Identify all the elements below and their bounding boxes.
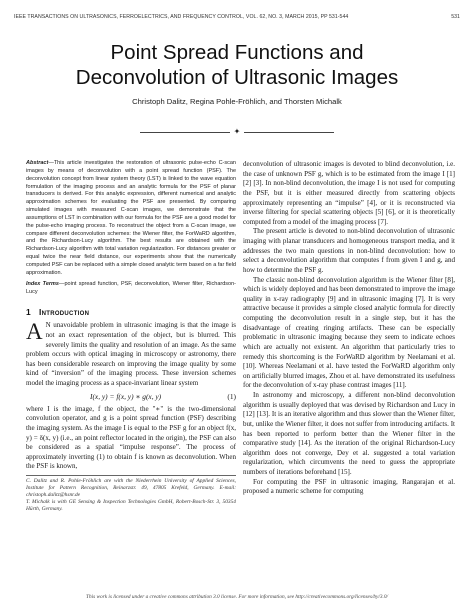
right-column: [243, 160, 455, 497]
abstract: [26, 160, 236, 278]
index-terms-text: —point spread function, PSF, deconvolution, Wiener filter, Richardson-Lucy: [26, 280, 236, 295]
equation-1: [26, 389, 236, 405]
equation-body: I(x, y) = f(x, y) ∗ g(x, y): [90, 391, 162, 401]
section-title: Introduction: [38, 307, 90, 318]
title-divider-right: [244, 132, 334, 133]
introduction-text: N unavoidable problem in ultrasonic imaging is that the image is not an exact representation of the object, but is blurred. This severely limits the quality and resolution of an image. As the same problem occurs with optical imaging in microscopy or astronomy, there has been considerable research on improving the image quality by some kind of “inversion” of the imaging process. These inversion schemes model the imaging process as a space-invariant linear system: [26, 321, 236, 388]
footnote-affiliation-2: T. Michalk is with GE Sensing & Inspection Technologies GmbH, Robert-Bosch-Str. 3, 50354 Hürth, Germany.: [26, 499, 236, 513]
paper-title-line-1: Point Spread Functions and: [110, 41, 364, 64]
right-paragraph-4: In astronomy and microscopy, a different non-blind deconvolution algorithm is usually deployed that was devised by Richardson and Lucy in [12] [13]. It is an iterative algorithm and thus slower than the Wiener filter, but, unlike the Wiener filter, it does not suffer from introducing artifacts. It has been reported to perform better than the Wiener filter in the comparative study [14]. As the iteration of the original Richardson-Lucy algorithm does not converge, Dey et al. suggested a total variation regularization, which circumvents the need to guess the appropriate numbers of iterations beforehand [15].: [243, 391, 455, 476]
paper-title-line-2: Deconvolution of Ultrasonic Images: [75, 66, 399, 89]
title-divider-left: [140, 132, 230, 133]
journal-citation: IEEE TRANSACTIONS ON ULTRASONICS, FERROELECTRICS, AND FREQUENCY CONTROL, VOL. 62, NO. 3, MARCH 2015, PP 531-544: [14, 14, 349, 20]
abstract-text: —This article investigates the restoration of ultrasonic pulse-echo C-scan images by means of deconvolution with a point spread function (PSF). The deconvolution concept from linear system theory (LST) is linked to the wave equation formulation of the imaging process and an analytic formula for the PSF of planar transducers is derived. For this analytic expression, different numerical and analytic approximation schemes for evaluating the PSF are presented. By comparing simulated images with measured C-scan images, we demonstrate that the assumptions of LST in combination with our formula for the PSF are a good model for the pulse-echo imaging process. To reconstruct the object from a C-scan image, we compare different deconvolution schemes: the Wiener filter, the ForWaRD algorithm, and the Richardson-Lucy algorithm. The best results are obtained with the Richardson-Lucy algorithm with total variation regularization. For distances greater or equal twice the near field distance, our experiments show that the numerically computed PSF can be replaced with a simple closed analytic term based on a far field approximation.: [26, 160, 236, 276]
right-paragraph-1: deconvolution of ultrasonic images is devoted to blind deconvolution, i.e. the case of unknown PSF g, which is to be estimated from the image I [1] [2] [3]. In non-blind deconvolution, the image I is not used for computing the PSF, but it is either measured directly from scattering objects approximately representing an “impulse” [4], or it is reconstructed via inverse filtering for special scattering objects [5] [6], or it is theoretically computed from a model of the imaging process [7].: [243, 160, 455, 226]
index-terms: [26, 281, 236, 297]
right-paragraph-3: The classic non-blind deconvolution algorithm is the Wiener filter [8], which is widely deployed and has been demonstrated to improve the image quality in x-ray radiography [9] and in ultrasonic imaging [7]. It is very attractive because it provides a simple closed analytic formula for directly computing the deconvolution result in a single step, but it has the disadvantage of creating ringing artifacts. These can be especially problematic in ultrasonic imaging because they seem to indicate echoes which are actually not existent. An algorithm that particularly tries to remedy this shortcoming is the ForWaRD algorithm by Neelamani et al. [10]. Whereas Neelamani et al. have tested the ForWaRD algorithm only on artificially blurred images, Zhou et al. have demonstrated its usefulness for the deconvolution of x-ray phase contrast images [11].: [243, 275, 455, 390]
section-heading-introduction: [26, 307, 236, 317]
introduction-paragraph: [26, 321, 236, 388]
section-number: 1: [26, 307, 31, 318]
right-paragraph-5: For computing the PSF in ultrasonic imaging, Rangarajan et al. proposed a numeric scheme for computing: [243, 477, 455, 496]
left-column: [26, 160, 236, 514]
index-terms-label: Index Terms: [26, 280, 59, 287]
abstract-label: Abstract: [26, 160, 49, 166]
post-equation-paragraph: [26, 405, 236, 472]
paper-title: [0, 40, 474, 90]
diamond-separator-icon: ✦: [233, 127, 241, 136]
author-list: Christoph Dalitz, Regina Pohle-Fröhlich, and Thorsten Michalk: [132, 97, 342, 106]
post-equation-text: where I is the image, f the object, the "∗" is the two-dimensional convolution operator, and g is a point spread function (PSF) describing the imaging system. As the image I is equal to the PSF g for an object f(x, y) = δ(x, y) (i.e., an point reflector located in the origin), the PSF can also be considered as a spatial “impulse response”. The process of approximately inverting (1) to obtain f is known as deconvolution. When the PSF is known,: [26, 404, 236, 471]
footnote-affiliation-1: C. Dalitz and R. Pohle-Fröhlich are with the Niederrhein University of Applied Sciences, Institute for Pattern Recognition, Reinarzstr. 49, 47805 Krefeld, Germany. E-mail: christoph.dalitz@hsnr.de: [26, 478, 236, 499]
running-header: [14, 14, 460, 20]
footnote-rule: [26, 475, 236, 476]
drop-cap: A: [26, 319, 43, 345]
page-number: 531: [451, 14, 460, 20]
equation-number: (1): [227, 391, 236, 401]
license-notice: This work is licensed under a creative commons attribution 3.0 license. For more information, see http://creativecommons.org/licenses/by/3.0/: [86, 594, 388, 600]
right-paragraph-2: The present article is devoted to non-blind deconvolution of ultrasonic imaging with planar transducers and homogeneous transport media, and it addresses the two main questions in non-blind deconvolution: how to select a deconvolution algorithm that computes f from given I and g, and how to determine the PSF g.: [243, 227, 455, 274]
